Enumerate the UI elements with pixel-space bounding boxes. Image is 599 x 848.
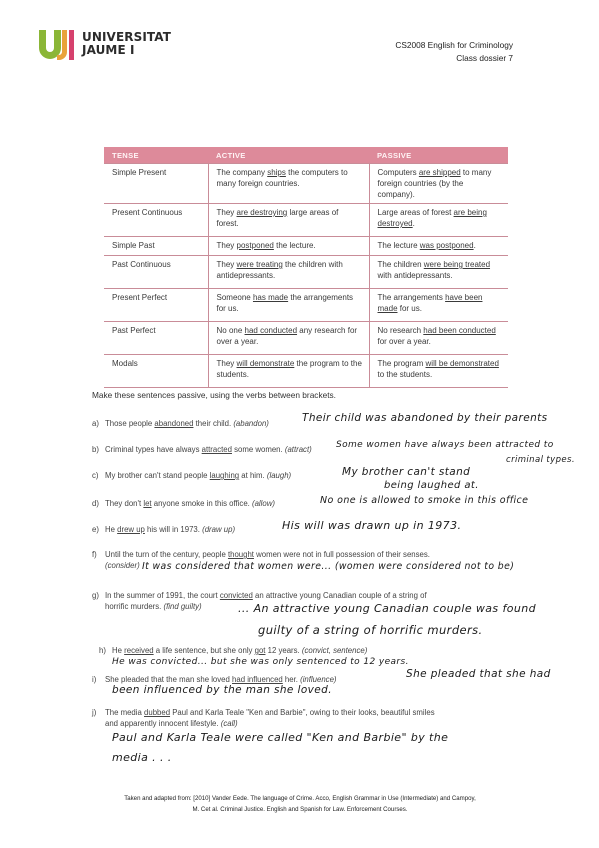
footer-line-2: M. Cet al. Criminal Justice. English and Spanish for Law. Enforcement Courses. xyxy=(192,806,408,813)
exercise-c: c) My brother can't stand people laughing at him. (laugh) xyxy=(92,471,292,480)
exercise-h: h) He received a life sentence, but she only got 12 years. (convict, sentence) xyxy=(99,646,368,655)
answer-e: His will was drawn up in 1973. xyxy=(282,519,462,532)
passive-voice-table xyxy=(104,147,508,388)
answer-i-line2: been influenced by the man she loved. xyxy=(112,684,332,696)
passive-cell: No research had been conducted for over a year. xyxy=(369,322,508,355)
exercise-j: j) The media dubbed Paul and Karla Teale "Ken and Barbie", owing to their looks, beautiful smiles and apparently innocent lifestyle. (call) xyxy=(92,708,435,728)
answer-a: Their child was abandoned by their parents xyxy=(302,412,548,424)
table-row xyxy=(104,289,508,322)
tense-cell: Modals xyxy=(104,355,208,388)
active-cell: They were treating the children with antidepressants. xyxy=(208,256,369,289)
answer-h: He was convicted... but she was only sentenced to 12 years. xyxy=(112,657,409,667)
active-cell: They are destroying large areas of forest. xyxy=(208,204,369,237)
course-header xyxy=(395,39,513,65)
exercise-g: g) In the summer of 1991, the court convicted an attractive young Canadian couple of a string of horrific murders. (find guilty) xyxy=(92,591,427,611)
passive-cell: Large areas of forest are being destroyed. xyxy=(369,204,508,237)
passive-cell: The children were being treated with antidepressants. xyxy=(369,256,508,289)
answer-d: No one is allowed to smoke in this office xyxy=(320,495,529,506)
answer-f: It was considered that women were... (women were considered not to be) xyxy=(142,561,515,572)
table-header-row xyxy=(104,147,508,164)
logo-line-1: UNIVERSITAT xyxy=(82,30,171,44)
exercise-i: i) She pleaded that the man she loved had influenced her. (influence) xyxy=(92,675,337,684)
passive-cell: Computers are shipped to many foreign countries (by the company). xyxy=(369,164,508,204)
answer-j: Paul and Karla Teale were called "Ken and Barbie" by the xyxy=(112,731,449,744)
header-active: ACTIVE xyxy=(208,147,369,164)
footer-line-1: Taken and adapted from: [2010] Vander Eede. The language of Crime. Acco, English Grammar in Use (Intermediate) and Campoy, xyxy=(124,795,476,802)
answer-c-line2: being laughed at. xyxy=(384,480,479,491)
exercise-a: a) Those people abandoned their child. (abandon) xyxy=(92,419,269,428)
tense-cell: Simple Present xyxy=(104,164,208,204)
tense-cell: Past Perfect xyxy=(104,322,208,355)
answer-g-line2: guilty of a string of horrific murders. xyxy=(258,623,483,637)
active-cell: They will demonstrate the program to the students. xyxy=(208,355,369,388)
answer-c: My brother can't stand xyxy=(342,466,471,478)
exercise-f: f) Until the turn of the century, people thought women were not in full possession of their senses. (consider) xyxy=(92,550,430,570)
answer-i: She pleaded that she had xyxy=(406,668,551,680)
active-cell: No one had conducted any research for over a year. xyxy=(208,322,369,355)
exercise-instruction: Make these sentences passive, using the verbs between brackets. xyxy=(92,390,336,400)
source-footer xyxy=(82,793,518,815)
logo-line-2: JAUME I xyxy=(82,43,135,57)
answer-b-line2: criminal types. xyxy=(506,455,575,465)
table-row xyxy=(104,237,508,256)
table-row xyxy=(104,355,508,388)
exercise-b: b) Criminal types have always attracted some women. (attract) xyxy=(92,445,312,454)
header-passive: PASSIVE xyxy=(369,147,508,164)
header-tense: TENSE xyxy=(104,147,208,164)
answer-g: ... An attractive young Canadian couple was found xyxy=(238,602,536,615)
table-row xyxy=(104,164,508,204)
passive-cell: The program will be demonstrated to the students. xyxy=(369,355,508,388)
table-row xyxy=(104,204,508,237)
active-cell: They postponed the lecture. xyxy=(208,237,369,256)
active-cell: The company ships the computers to many foreign countries. xyxy=(208,164,369,204)
answer-b: Some women have always been attracted to xyxy=(336,440,554,450)
exercise-e: e) He drew up his will in 1973. (draw up) xyxy=(92,525,236,534)
tense-cell: Past Continuous xyxy=(104,256,208,289)
dossier-label: Class dossier 7 xyxy=(456,53,513,63)
passive-cell: The lecture was postponed. xyxy=(369,237,508,256)
passive-cell: The arrangements have been made for us. xyxy=(369,289,508,322)
active-cell: Someone has made the arrangements for us. xyxy=(208,289,369,322)
exercise-d: d) They don't let anyone smoke in this office. (allow) xyxy=(92,499,275,508)
uji-logo-icon xyxy=(38,28,74,62)
tense-cell: Simple Past xyxy=(104,237,208,256)
tense-cell: Present Perfect xyxy=(104,289,208,322)
tense-cell: Present Continuous xyxy=(104,204,208,237)
table-row xyxy=(104,256,508,289)
table-row xyxy=(104,322,508,355)
course-code: CS2008 English for Criminology xyxy=(395,40,513,50)
university-logo xyxy=(38,28,171,64)
answer-j-line2: media . . . xyxy=(112,751,172,764)
